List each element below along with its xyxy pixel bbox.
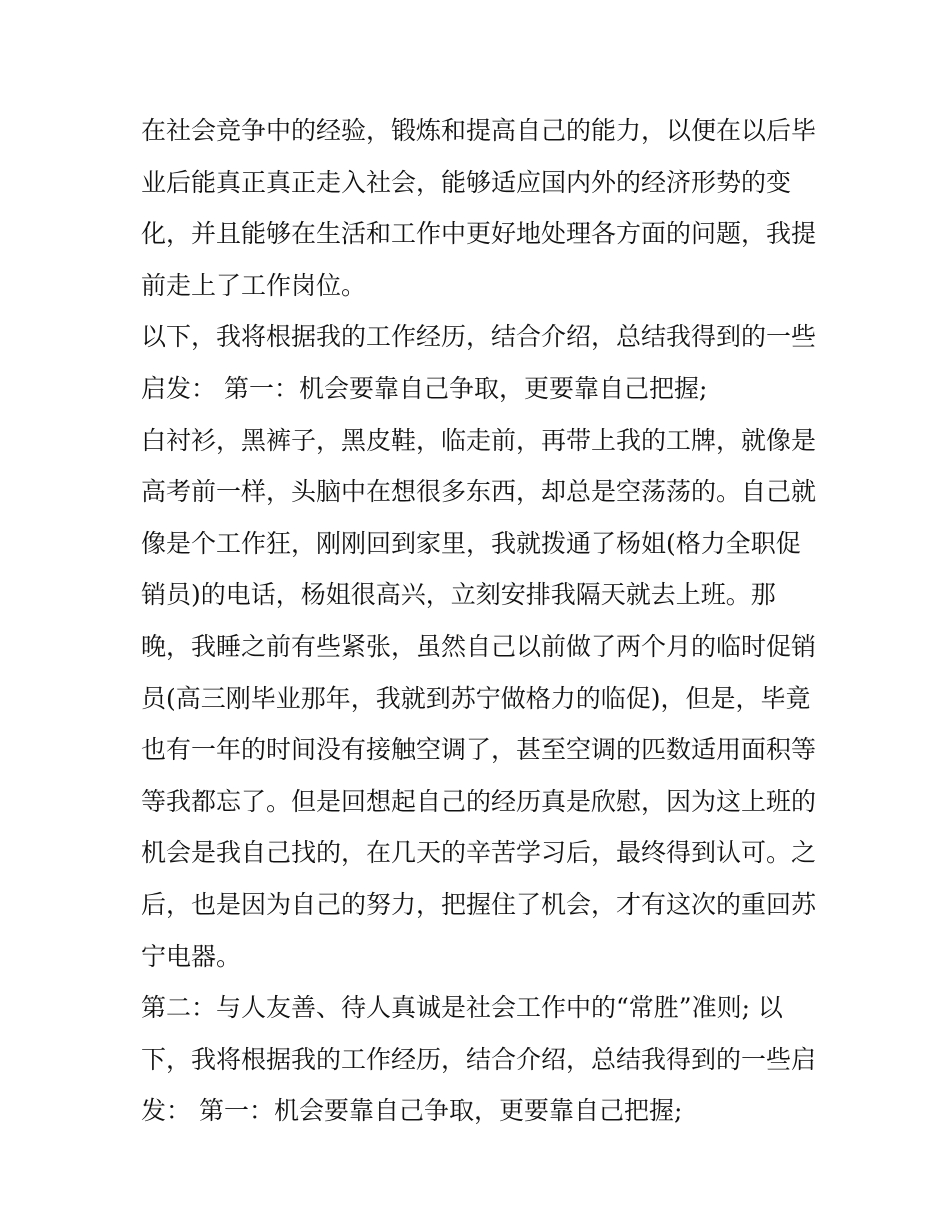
text-line: 发： 第一：机会要靠自己争取，更要靠自己把握; xyxy=(141,1096,683,1126)
text-line: 业后能真正真正走入社会，能够适应国内外的经济形势的变 xyxy=(141,167,792,197)
text-line: 化，并且能够在生活和工作中更好地处理各方面的问题，我提 xyxy=(141,219,817,249)
text-line: 也有一年的时间没有接触空调了，甚至空调的匹数适用面积等 xyxy=(141,735,817,765)
text-line: 机会是我自己找的，在几天的辛苦学习后，最终得到认可。之 xyxy=(141,838,817,868)
text-line: 晚，我睡之前有些紧张，虽然自己以前做了两个月的临时促销 xyxy=(141,631,817,661)
text-line: 白衬衫，黑裤子，黑皮鞋，临走前，再带上我的工牌，就像是 xyxy=(141,425,817,455)
text-line: 下，我将根据我的工作经历，结合介绍，总结我得到的一些启 xyxy=(141,1044,817,1074)
text-line: 销员)的电话，杨姐很高兴，立刻安排我隔天就去上班。那 xyxy=(141,580,776,610)
text-line: 第二：与人友善、待人真诚是社会工作中的“常胜”准则; 以 xyxy=(141,993,783,1023)
text-line: 以下，我将根据我的工作经历，结合介绍，总结我得到的一些 xyxy=(141,322,817,352)
text-line: 等我都忘了。但是回想起自己的经历真是欣慰，因为这上班的 xyxy=(141,786,817,816)
body-text xyxy=(141,105,821,1137)
text-line: 启发： 第一：机会要靠自己争取，更要靠自己把握; xyxy=(141,373,708,403)
text-line: 前走上了工作岗位。 xyxy=(141,270,367,300)
text-line: 员(高三刚毕业那年，我就到苏宁做格力的临促)，但是，毕竟 xyxy=(141,683,811,713)
text-line: 后，也是因为自己的努力，把握住了机会，才有这次的重回苏 xyxy=(141,889,817,919)
text-line: 高考前一样，头脑中在想很多东西，却总是空荡荡的。自己就 xyxy=(141,477,817,507)
text-line: 像是个工作狂，刚刚回到家里，我就拨通了杨姐(格力全职促 xyxy=(141,528,801,558)
text-line: 宁电器。 xyxy=(141,941,242,971)
text-line: 在社会竞争中的经验，锻炼和提高自己的能力，以便在以后毕 xyxy=(141,116,817,145)
